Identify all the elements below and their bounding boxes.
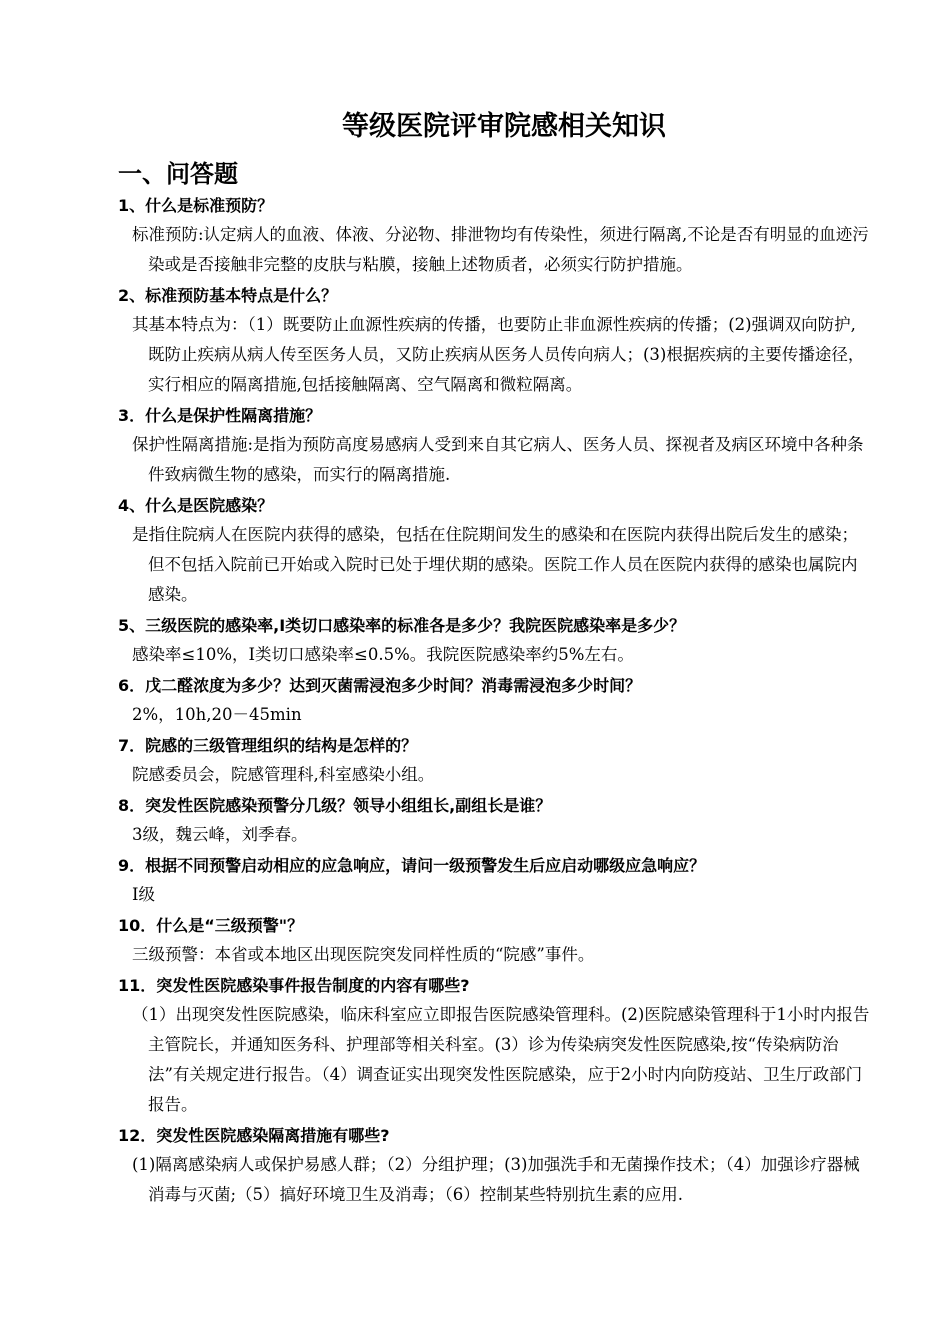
answer: 是指住院病人在医院内获得的感染，包括在住院期间发生的感染和在医院内获得出院后发生的感染；但不包括入院前已开始或入院时已处于埋伏期的感染。医院工作人员在医院内获得的感染也属院内感染。 [132,525,858,604]
qa-item-9 [118,852,870,910]
question: 11．突发性医院感染事件报告制度的内容有哪些? [118,976,470,995]
question: 4、什么是医院感染？ [118,496,274,515]
qa-item-3 [118,402,870,490]
question: 6．戊二醛浓度为多少？达到灭菌需浸泡多少时间？消毒需浸泡多少时间？ [118,676,642,695]
answer: 感染率≤10%，Ⅰ类切口感染率≤0.5%。我院医院感染率约5%左右。 [132,645,634,664]
qa-item-2 [118,282,870,400]
question: 1、什么是标准预防？ [118,196,274,215]
answer: Ⅰ级 [132,885,156,904]
qa-item-10 [118,912,870,970]
qa-item-1 [118,192,870,280]
answer: （1）出现突发性医院感染，临床科室应立即报告医院感染管理科。(2)医院感染管理科于1小时内报告主管院长，并通知医务科、护理部等相关科室。(3）诊为传染病突发性医院感染,按“传染病防治法”有关规定进行报告。（4）调查证实出现突发性医院感染，应于2小时内向防疫站、卫生厅政部门报告。 [132,1005,870,1114]
question: 5、三级医院的感染率,Ⅰ类切口感染率的标准各是多少？我院医院感染率是多少？ [118,616,686,635]
question: 12．突发性医院感染隔离措施有哪些? [118,1126,390,1145]
answer: 三级预警：本省或本地区出现医院突发同样性质的“院感”事件。 [132,945,595,964]
qa-item-7 [118,732,870,790]
qa-item-4 [118,492,870,610]
answer: 保护性隔离措施:是指为预防高度易感病人受到来自其它病人、医务人员、探视者及病区环境中各种条件致病微生物的感染，而实行的隔离措施. [132,435,864,484]
answer: (1)隔离感染病人或保护易感人群；（2）分组护理；(3)加强洗手和无菌操作技术；（4）加强诊疗器械消毒与灭菌;（5）搞好环境卫生及消毒；（6）控制某些特别抗生素的应用. [132,1155,860,1204]
qa-item-6 [118,672,870,730]
question: 10．什么是“三级预警"？ [118,916,304,935]
question: 9．根据不同预警启动相应的应急响应，请问一级预警发生后应启动哪级应急响应？ [118,856,706,875]
answer: 3级，魏云峰，刘季春。 [132,825,308,844]
answer: 院感委员会，院感管理科,科室感染小组。 [132,765,435,784]
answer: 2%，10h,20－45min [132,705,302,724]
qa-item-8 [118,792,870,850]
qa-item-5 [118,612,870,670]
question: 8．突发性医院感染预警分几级？领导小组组长,副组长是谁？ [118,796,552,815]
section-heading: 一、问答题 [118,160,238,188]
document-title: 等级医院评审院感相关知识 [342,111,666,142]
qa-item-12 [118,1122,870,1210]
answer: 标准预防:认定病人的血液、体液、分泌物、排泄物均有传染性，须进行隔离,不论是否有明显的血迹污染或是否接触非完整的皮肤与粘膜，接触上述物质者，必须实行防护措施。 [132,225,869,274]
question: 7．院感的三级管理组织的结构是怎样的？ [118,736,418,755]
answer: 其基本特点为：（1）既要防止血源性疾病的传播，也要防止非血源性疾病的传播；(2)强调双向防护,既防止疾病从病人传至医务人员，又防止疾病从医务人员传向病人；(3)根据疾病的主要传播途径，实行相应的隔离措施,包括接触隔离、空气隔离和微粒隔离。 [132,315,865,394]
question: 2、标准预防基本特点是什么？ [118,286,338,305]
qa-item-11 [118,972,870,1120]
question: 3．什么是保护性隔离措施？ [118,406,322,425]
